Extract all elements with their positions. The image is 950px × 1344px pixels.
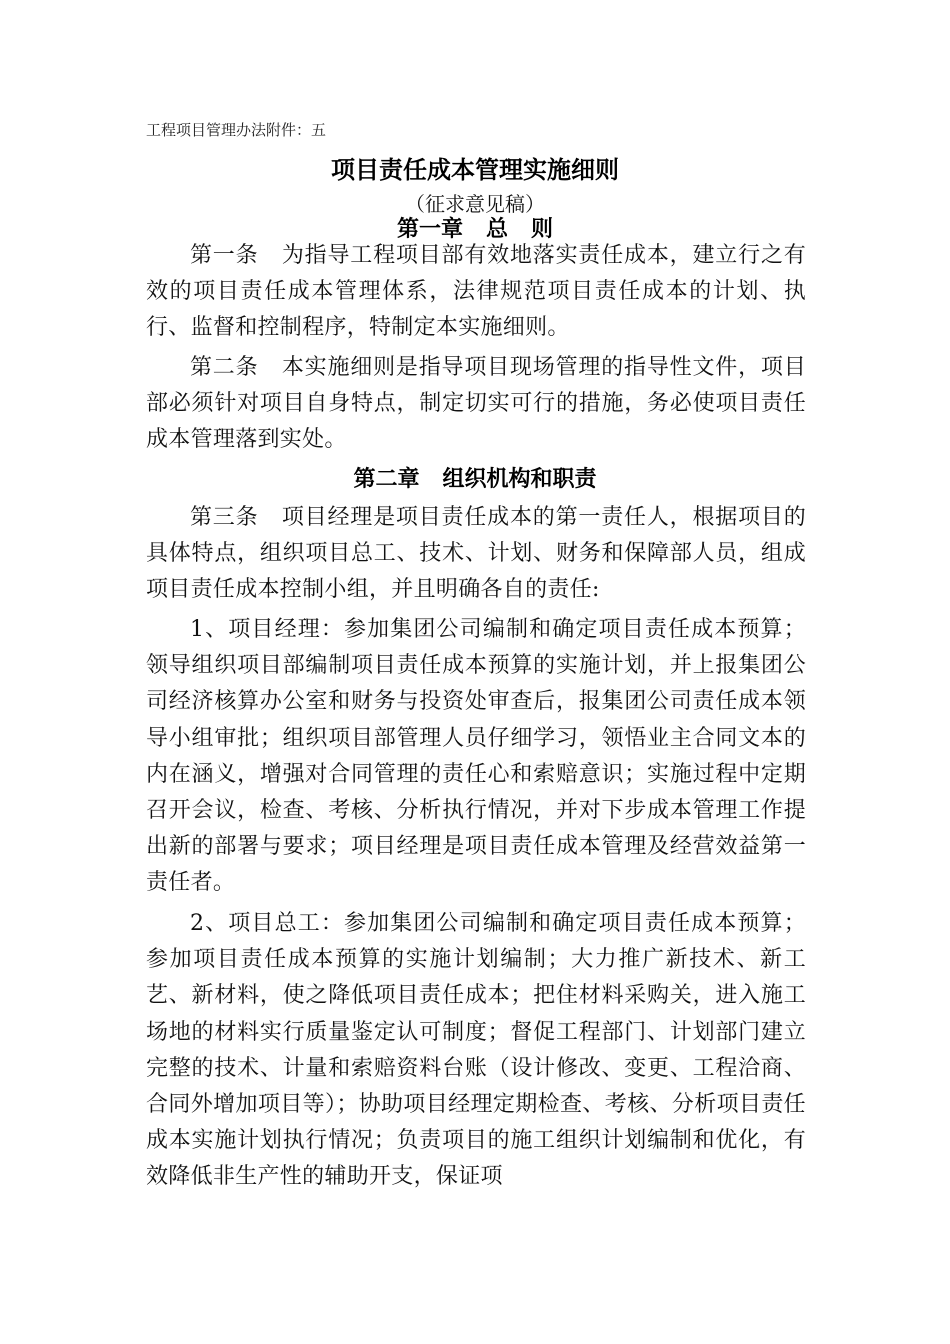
- document-subtitle: （征求意见稿）: [405, 192, 545, 216]
- article-2-paragraph: 第二条 本实施细则是指导项目现场管理的指导性文件，项目部必须针对项目自身特点，制定切实可行的措施，务必使项目责任成本管理落到实处。: [146, 355, 806, 453]
- duty-project-manager-paragraph: 1、项目经理：参加集团公司编制和确定项目责任成本预算；领导组织项目部编制项目责任成本预算的实施计划，并上报集团公司经济核算办公室和财务与投资处审查后，报集团公司责任成本领导小组审批；组织项目部管理人员仔细学习，领悟业主合同文本的内在涵义，增强对合同管理的责任心和索赔意识；实施过程中定期召开会议，检查、考核、分析执行情况，并对下步成本管理工作提出新的部署与要求；项目经理是项目责任成本管理及经营效益第一责任者。: [146, 617, 806, 896]
- chapter-heading-1: 第一章 总 则: [397, 217, 553, 242]
- document-title: 项目责任成本管理实施细则: [331, 156, 619, 184]
- article-1-paragraph: 第一条 为指导工程项目部有效地落实责任成本，建立行之有效的项目责任成本管理体系，法律规范项目责任成本的计划、执行、监督和控制程序，特制定本实施细则。: [146, 243, 806, 341]
- article-3-paragraph: 第三条 项目经理是项目责任成本的第一责任人，根据项目的具体特点，组织项目总工、技术、计划、财务和保障部人员，组成项目责任成本控制小组，并且明确各自的责任:: [146, 505, 806, 603]
- chapter-heading-2: 第二章 组织机构和职责: [353, 467, 597, 492]
- header-note: 工程项目管理办法附件：五: [146, 121, 327, 139]
- duty-chief-engineer-paragraph: 2、项目总工：参加集团公司编制和确定项目责任成本预算；参加项目责任成本预算的实施计划编制；大力推广新技术、新工艺、新材料，使之降低项目责任成本；把住材料采购关，进入施工场地的材料实行质量鉴定认可制度；督促工程部门、计划部门建立完整的技术、计量和索赔资料台账（设计修改、变更、工程洽商、合同外增加项目等）；协助项目经理定期检查、考核、分析项目责任成本实施计划执行情况；负责项目的施工组织计划编制和优化，有效降低非生产性的辅助开支，保证项: [146, 911, 806, 1190]
